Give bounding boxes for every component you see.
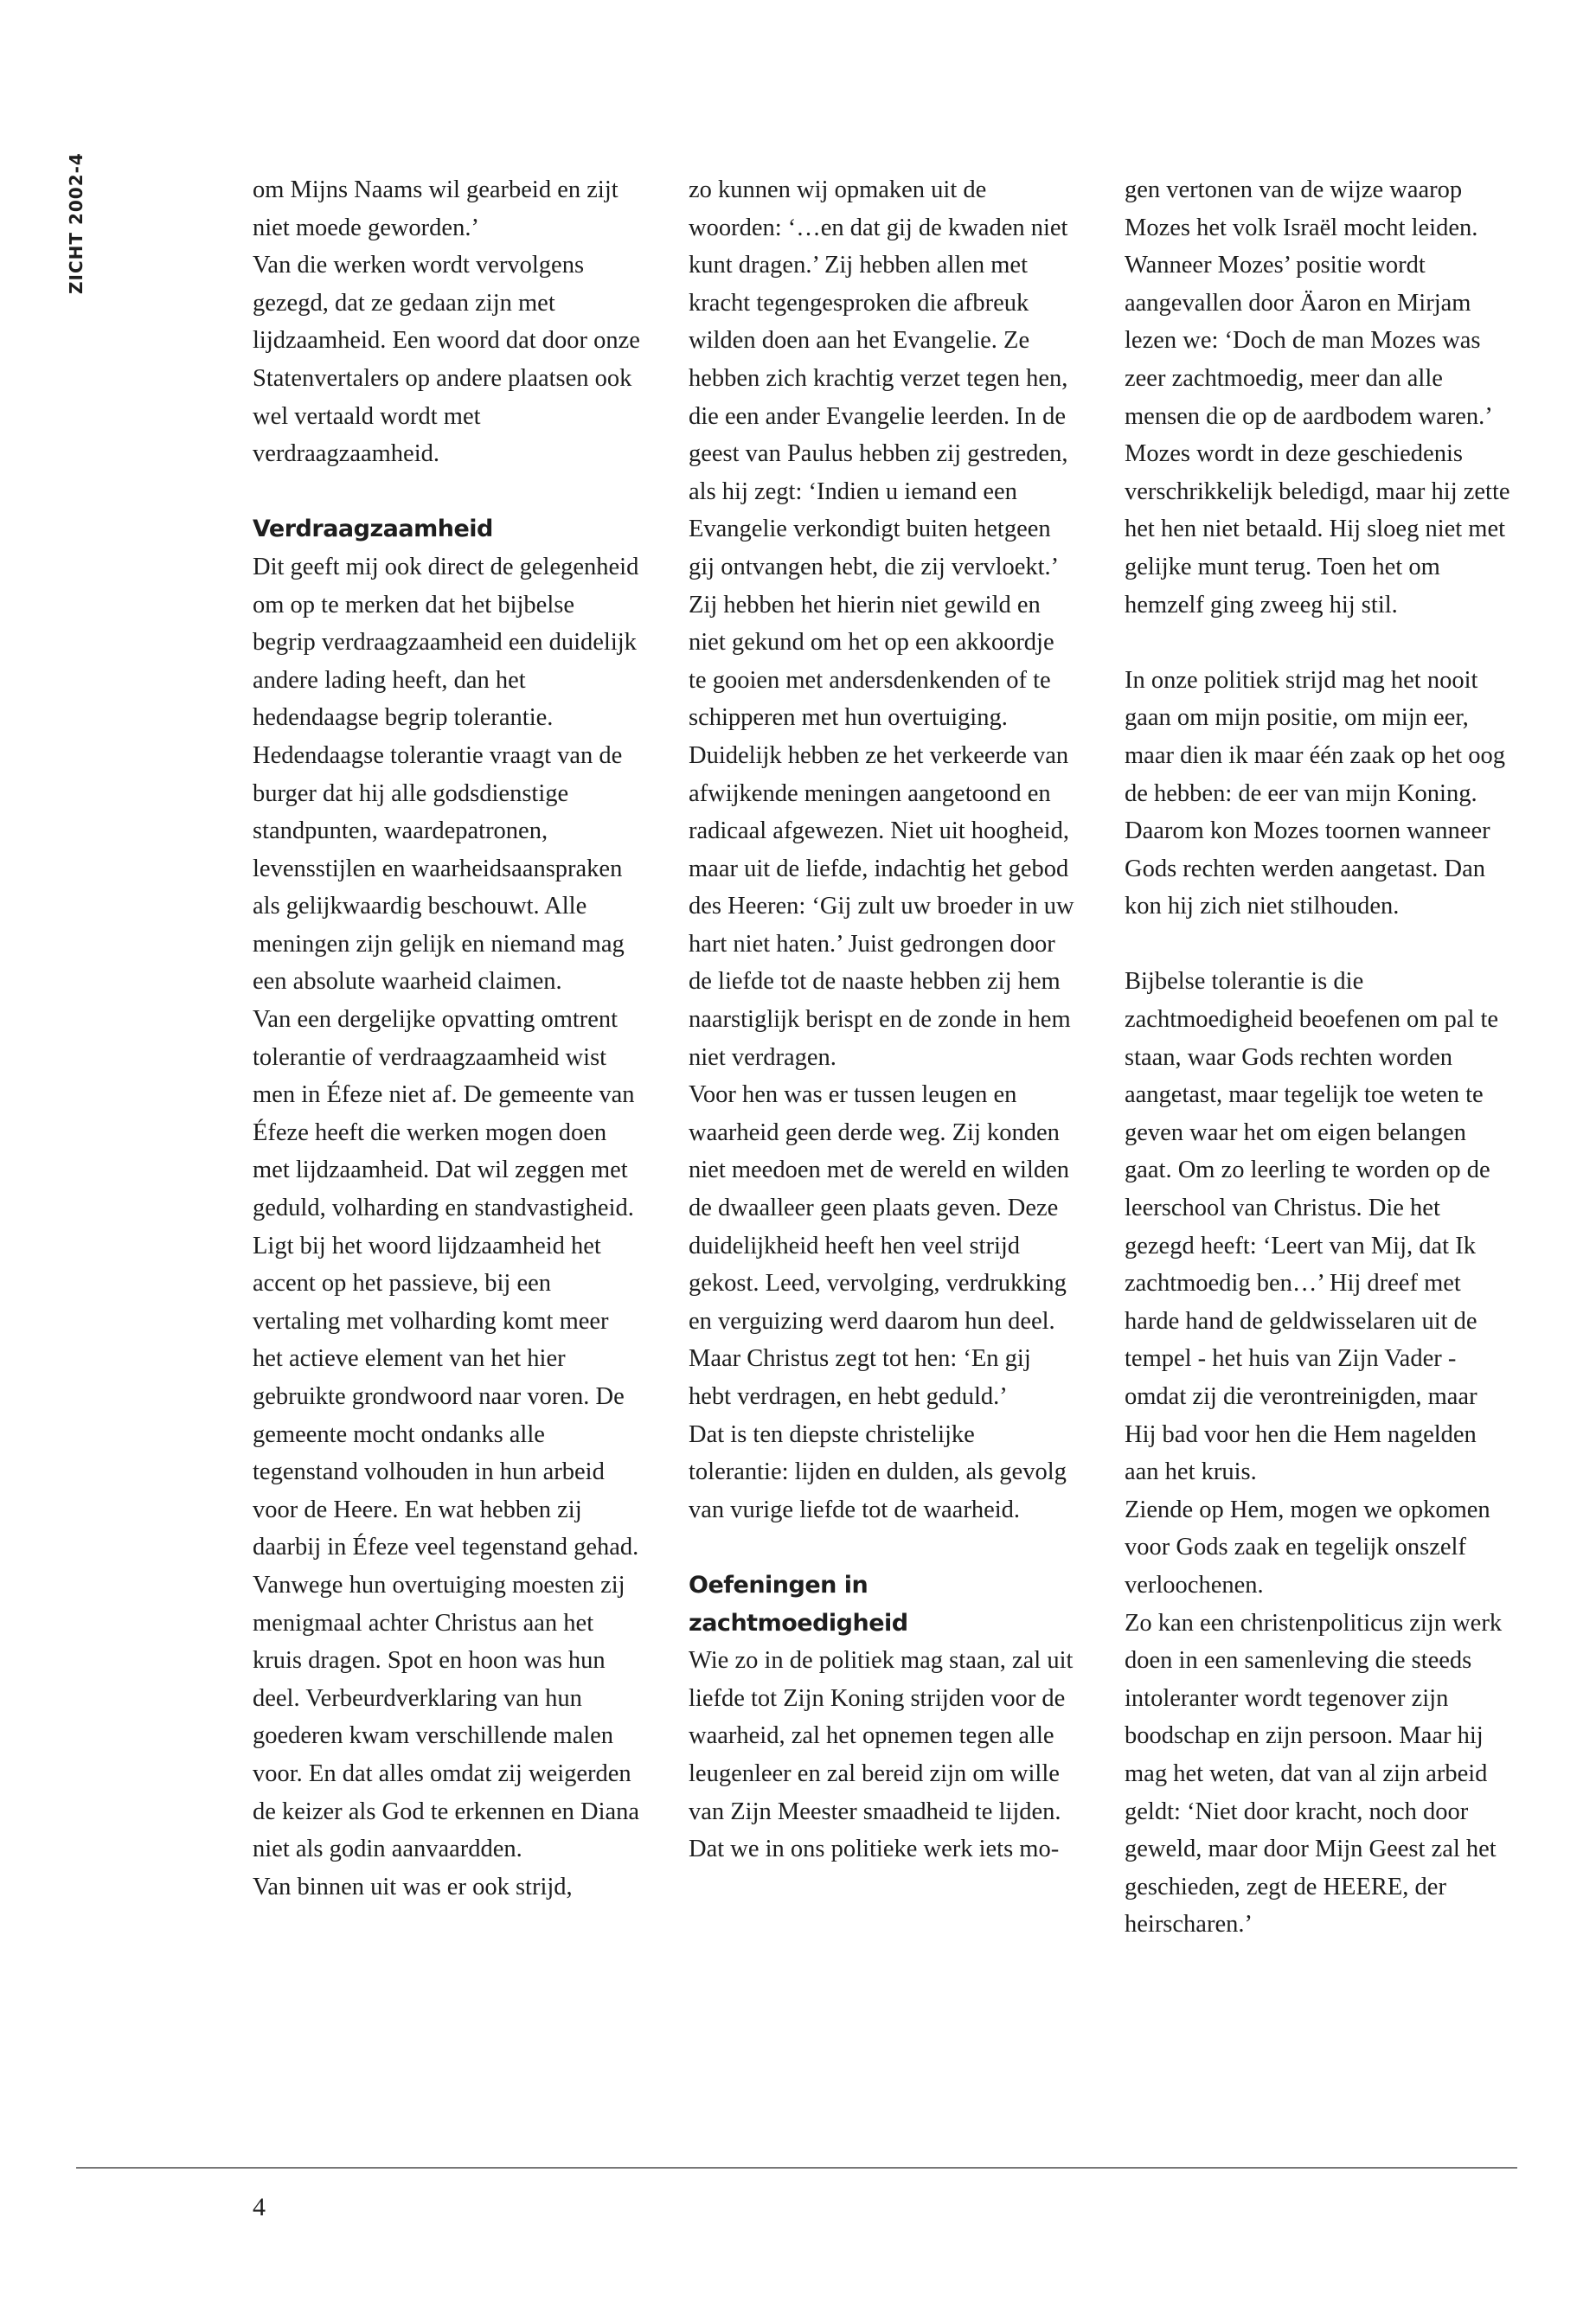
paragraph: Wie zo in de politiek mag staan, zal uit liefde tot Zijn Koning strijden voor de waarheid, zal het opnemen tegen alle leugenleer en zal bereid zijn om wille van Zijn Meester smaadheid te lijden. Dat we in ons politieke werk iets mo- [689,1647,1074,1863]
text-column-3 [1125,171,1514,1944]
section-heading: Oefeningen in zachtmoedigheid [689,1571,908,1637]
footer-divider [76,2167,1517,2169]
paragraph: Bijbelse tolerantie is die zachtmoedigheid beoefenen om pal te staan, waar Gods rechten worden aangetast, maar tegelijk toe weten te geven waar het om eigen belangen gaat. Om zo leerling te worden op de leerschool van Christus. Die het gezegd heeft: ‘Leert van Mij, dat Ik zachtmoedig ben…’ Hij dreef met harde hand de geldwisselaren uit de tempel - het huis van Zijn Vader - omdat zij die verontreinigden, maar Hij bad voor hen die Hem nagelden aan het kruis. [1125,968,1499,1486]
paragraph: In onze politiek strijd mag het nooit gaan om mijn positie, om mijn eer, maar dien ik maar één zaak op het oog de hebben: de eer van mijn Koning. Daarom kon Mozes toornen wanneer Gods rechten werden aangetast. Dan kon hij zich niet stilhouden. [1125,666,1505,920]
paragraph: Van binnen uit was er ook strijd, [253,1873,573,1900]
paragraph: gen vertonen van de wijze waarop Mozes het volk Israël mocht leiden. Wanneer Mozes’ positie wordt aangevallen door Äaron en Mirjam lezen we: ‘Doch de man Mozes was zeer zachtmoedig, meer dan alle mensen die op de aardbodem waren.’ Mozes wordt in deze geschiedenis verschrikkelijk beledigd, maar hij zette het hen niet betaald. Hij sloeg niet met gelijke munt terug. Toen het om hemzelf ging zweeg hij stil. [1125,176,1510,619]
page-number: 4 [253,2193,266,2221]
paragraph: Voor hen was er tussen leugen en waarheid geen derde weg. Zij konden niet meedoen met de wereld en wilden de dwaalleer geen plaats geven. Deze duidelijkheid heeft hen veel strijd gekost. Leed, vervolging, verdrukking en verguizing werd daarom hun deel. Maar Christus zegt tot hen: ‘En gij hebt verdragen, en hebt geduld.’ [689,1081,1069,1410]
paragraph: Dit geeft mij ook direct de gelegenheid om op te merken dat het bijbelse begrip verdraagzaamheid een duidelijk andere lading heeft, dan het hedendaagse begrip tolerantie. [253,553,639,732]
paragraph: Zo kan een christenpoliticus zijn werk doen in een samenleving die steeds intoleranter wordt tegenover zijn boodschap en zijn persoon. Maar hij mag het weten, dat van al zijn arbeid geldt: ‘Niet door kracht, noch door geweld, maar door Mijn Geest zal het geschieden, zegt de HEERE, der heirscharen.’ [1125,1609,1503,1939]
paragraph: Zij hebben het hierin niet gewild en niet gekund om het op een akkoordje te gooien met andersdenkenden of te schipperen met hun overtuiging. Duidelijk hebben ze het verkeerde van afwijkende meningen aangetoond en radicaal afgewezen. Niet uit hoogheid, maar uit de liefde, indachtig het gebod des Heeren: ‘Gij zult uw broeder in uw hart niet haten.’ Juist gedrongen door de liefde tot de naaste hebben zij hem naarstiglijk berispt en de zonde in hem niet verdragen. [689,591,1074,1071]
paragraph: Hedendaagse tolerantie vraagt van de burger dat hij alle godsdienstige standpunten, waardepatronen, levensstijlen en waarheidsaanspraken als gelijkwaardig beschouwt. Alle meningen zijn gelijk en niemand mag een absolute waarheid claimen. [253,741,625,996]
paragraph: Dat is ten diepste christelijke tolerantie: lijden en dulden, als gevolg van vurige liefde tot de waarheid. [689,1420,1067,1523]
section-heading: Verdraagzaamheid [253,516,493,543]
paragraph: zo kunnen wij opmaken uit de woorden: ‘…en dat gij de kwaden niet kunt dragen.’ Zij hebben allen met kracht tegengesproken die afbreuk wilden doen aan het Evangelie. Ze hebben zich krachtig verzet tegen hen, die een ander Evangelie leerden. In de geest van Paulus hebben zij gestreden, als hij zegt: ‘Indien u iemand een Evangelie verkondigt buiten hetgeen gij ontvangen hebt, die zij vervloekt.’ [689,176,1068,580]
text-column-2 [689,171,1078,1868]
paragraph: om Mijns Naams wil gearbeid en zijt niet moede geworden.’ [253,176,619,241]
text-column-1 [253,171,642,1906]
paragraph: Van die werken wordt vervolgens gezegd, dat ze gedaan zijn met lijdzaamheid. Een woord dat door onze Statenvertalers op andere plaatsen ook wel vertaald wordt met verdraagzaamheid. [253,252,640,468]
journal-issue-label: ZICHT 2002-4 [66,152,87,294]
paragraph: Ziende op Hem, mogen we opkomen voor Gods zaak en tegelijk onszelf verloochenen. [1125,1496,1490,1599]
paragraph: Van een dergelijke opvatting omtrent tolerantie of verdraagzaamheid wist men in Éfeze niet af. De gemeente van Éfeze heeft die werken mogen doen met lijdzaamheid. Dat wil zeggen met geduld, volharding en standvastigheid. Ligt bij het woord lijdzaamheid het accent op het passieve, bij een vertaling met volharding komt meer het actieve element van het hier gebruikte grondwoord naar voren. De gemeente mocht ondanks alle tegenstand volhouden in hun arbeid voor de Heere. En wat hebben zij daarbij in Éfeze veel tegenstand gehad. Vanwege hun overtuiging moesten zij menigmaal achter Christus aan het kruis dragen. Spot en hoon was hun deel. Verbeurdverklaring van hun goederen kwam verschillende malen voor. En dat alles omdat zij weigerden de keizer als God te erkennen en Diana niet als godin aanvaardden. [253,1006,640,1863]
